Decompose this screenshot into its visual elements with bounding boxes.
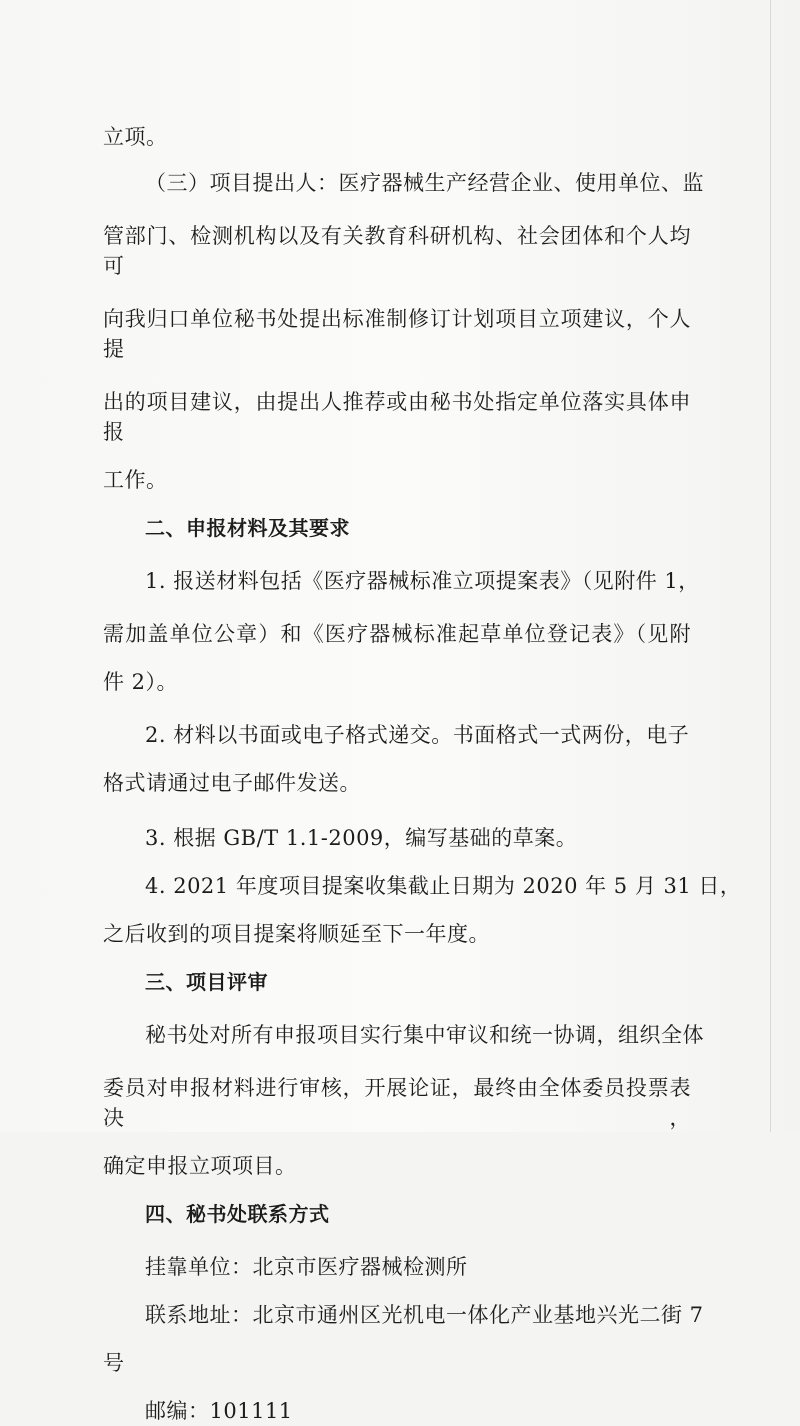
paragraph-line: 立项。 — [103, 125, 168, 149]
document-body — [103, 122, 742, 1426]
section-heading: 四、秘书处联系方式 — [145, 1202, 330, 1226]
paragraph-line: 件 2）。 — [103, 670, 179, 694]
paragraph-line: 4. 2021 年度项目提案收集截止日期为 2020 年 5 月 31 日， — [145, 874, 742, 898]
paragraph-line: 出的项目建议，由提出人推荐或由秘书处指定单位落实具体申报 — [103, 390, 691, 444]
paragraph-line: 委员对申报材料进行审核，开展论证，最终由全体委员投票表决， — [103, 1076, 691, 1130]
paragraph-line: 2. 材料以书面或电子格式递交。书面格式一式两份，电子 — [145, 723, 690, 747]
section-heading: 二、申报材料及其要求 — [145, 516, 350, 540]
paragraph-line: 需加盖单位公章）和《医疗器械标准起草单位登记表》（见附 — [103, 622, 691, 646]
paragraph-line: 确定申报立项项目。 — [103, 1154, 297, 1178]
paragraph-line: 联系地址：北京市通州区光机电一体化产业基地兴光二街 7 — [145, 1303, 704, 1327]
section-heading: 三、项目评审 — [145, 970, 268, 994]
paragraph-line: 邮编：101111 — [145, 1399, 293, 1423]
paragraph-line: 3. 根据 GB/T 1.1-2009，编写基础的草案。 — [145, 826, 578, 850]
paragraph-line: 号 — [103, 1351, 125, 1375]
paragraph-line: （三）项目提出人：医疗器械生产经营企业、使用单位、监 — [145, 171, 704, 195]
paragraph-line: 格式请通过电子邮件发送。 — [103, 771, 361, 795]
paragraph-line: 秘书处对所有申报项目实行集中审议和统一协调，组织全体 — [145, 1023, 704, 1047]
scan-edge-line — [770, 0, 771, 1132]
paragraph-line: 1. 报送材料包括《医疗器械标准立项提案表》（见附件 1， — [145, 569, 700, 593]
paragraph-line: 工作。 — [103, 468, 168, 492]
paragraph-line: 管部门、检测机构以及有关教育科研机构、社会团体和个人均可 — [103, 224, 691, 278]
paragraph-line: 向我归口单位秘书处提出标准制修订计划项目立项建议，个人提 — [103, 307, 691, 361]
paragraph-line: 挂靠单位：北京市医疗器械检测所 — [145, 1255, 468, 1279]
paragraph-line: 之后收到的项目提案将顺延至下一年度。 — [103, 922, 490, 946]
